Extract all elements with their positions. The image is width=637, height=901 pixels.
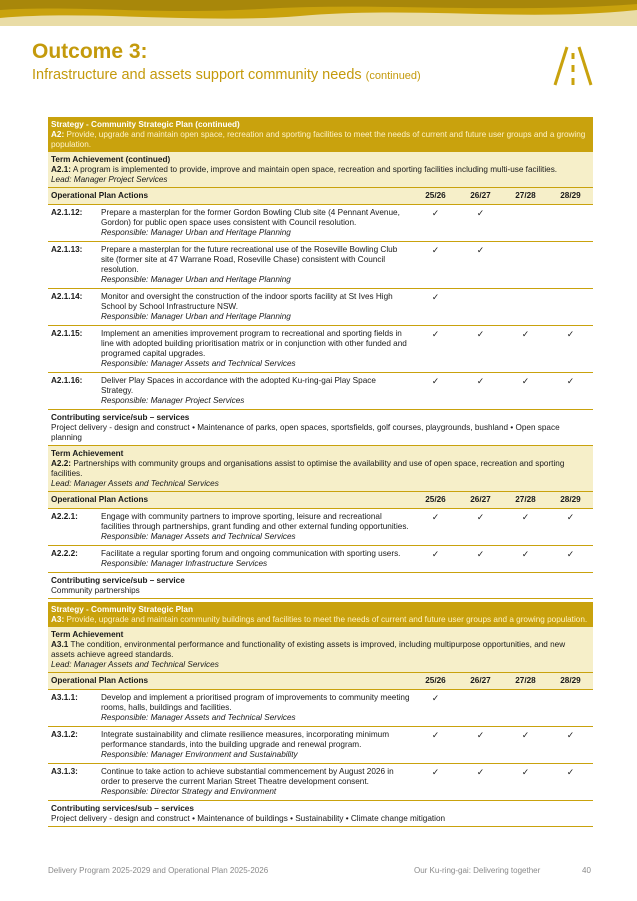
- tick-cell: ✓: [458, 546, 503, 573]
- tick-cell: ✓: [548, 326, 593, 373]
- action-code: A2.1.16:: [48, 373, 98, 410]
- ops-header: Operational Plan Actions: [48, 188, 413, 205]
- table-header-row: [48, 188, 593, 205]
- year-header: 25/26: [413, 188, 458, 205]
- year-header: 26/27: [458, 673, 503, 690]
- tick-cell: ✓: [548, 546, 593, 573]
- action-code: A2.1.12:: [48, 205, 98, 242]
- term-achievement: [48, 152, 593, 188]
- tick-cell: ✓: [548, 727, 593, 764]
- strategy-code: A2:: [51, 130, 65, 139]
- tick-cell: ✓: [413, 373, 458, 410]
- footer-left: Delivery Program 2025-2029 and Operational Plan 2025-2026: [48, 866, 269, 875]
- table-header-row: [48, 492, 593, 509]
- tick-cell: ✓: [548, 373, 593, 410]
- footer-right: Our Ku-ring-gai: Delivering together: [414, 866, 541, 875]
- strategy-a3-section: [48, 602, 593, 827]
- tick-cell: ✓: [503, 546, 548, 573]
- tick-cell: [503, 289, 548, 326]
- contributing-services: [48, 573, 593, 599]
- contributing-services: [48, 801, 593, 827]
- action-code: A2.1.14:: [48, 289, 98, 326]
- tick-cell: ✓: [413, 205, 458, 242]
- header-decoration: [0, 0, 637, 26]
- contributing-services: [48, 410, 593, 446]
- strategy-bar: [48, 602, 593, 627]
- year-header: 28/29: [548, 492, 593, 509]
- action-text: Prepare a masterplan for the former Gordon Bowling Club site (4 Pennant Avenue, Gordon) for public open space uses consistent with Council resolution.: [101, 208, 400, 227]
- term-title: Term Achievement: [51, 449, 124, 458]
- action-text: Implement an amenities improvement program to recreational and sporting fields in line with adopted building prioritisation matrix or in conjunction with other funded and programed capital upgrades.: [101, 329, 407, 358]
- ops-header: Operational Plan Actions: [48, 492, 413, 509]
- year-header: 27/28: [503, 188, 548, 205]
- table-row: [48, 690, 593, 727]
- action-responsible: Responsible: Manager Environment and Sustainability: [101, 750, 298, 759]
- action-code: A3.1.3:: [48, 764, 98, 801]
- tick-cell: ✓: [458, 764, 503, 801]
- tick-cell: ✓: [413, 509, 458, 546]
- table-row: [48, 764, 593, 801]
- page-number: 40: [582, 866, 591, 875]
- term-achievement: [48, 446, 593, 492]
- term-title: Term Achievement (continued): [51, 155, 171, 164]
- tick-cell: ✓: [413, 326, 458, 373]
- tick-cell: [503, 242, 548, 289]
- action-code: A2.2.1:: [48, 509, 98, 546]
- table-header-row: [48, 673, 593, 690]
- table-row: [48, 326, 593, 373]
- operational-actions-table: [48, 673, 593, 801]
- tick-cell: ✓: [458, 205, 503, 242]
- tick-cell: [503, 205, 548, 242]
- tick-cell: ✓: [413, 690, 458, 727]
- tick-cell: ✓: [413, 764, 458, 801]
- page-subtitle: [32, 66, 421, 85]
- year-header: 28/29: [548, 188, 593, 205]
- tick-cell: ✓: [503, 727, 548, 764]
- tick-cell: ✓: [458, 326, 503, 373]
- strategy-description: Provide, upgrade and maintain open space, recreation and sporting facilities to meet the needs of current and future user groups and a growing population.: [51, 130, 586, 149]
- term-achievement: [48, 627, 593, 673]
- action-code: A2.2.2:: [48, 546, 98, 573]
- tick-cell: ✓: [503, 326, 548, 373]
- year-header: 25/26: [413, 673, 458, 690]
- action-text: Continue to take action to achieve substantial commencement by August 2026 in order to preserve the current Marian Street Theatre development consent.: [101, 767, 394, 786]
- action-responsible: Responsible: Manager Urban and Heritage Planning: [101, 312, 291, 321]
- action-responsible: Responsible: Manager Infrastructure Services: [101, 559, 268, 568]
- table-row: [48, 546, 593, 573]
- tick-cell: ✓: [458, 509, 503, 546]
- tick-cell: ✓: [548, 764, 593, 801]
- road-logo-icon: [553, 45, 593, 87]
- year-header: 27/28: [503, 492, 548, 509]
- contrib-text: Community partnerships: [51, 586, 140, 595]
- term-code: A2.2:: [51, 459, 72, 468]
- tick-cell: ✓: [413, 727, 458, 764]
- table-row: [48, 727, 593, 764]
- term-lead: Lead: Manager Assets and Technical Services: [51, 479, 219, 488]
- contrib-title: Contributing services/sub – services: [51, 804, 194, 813]
- action-text: Deliver Play Spaces in accordance with the adopted Ku-ring-gai Play Space Strategy.: [101, 376, 376, 395]
- term-text: A program is implemented to provide, improve and maintain open space, recreation and sporting facilities including multi-use facilities.: [72, 165, 558, 174]
- tick-cell: [503, 690, 548, 727]
- tick-cell: [548, 242, 593, 289]
- action-code: A3.1.1:: [48, 690, 98, 727]
- action-text: Integrate sustainability and climate resilience measures, incorporating minimum performance standards, into the building upgrade and renewal program.: [101, 730, 390, 749]
- term-code: A3.1: [51, 640, 69, 649]
- strategy-code: A3:: [51, 615, 65, 624]
- year-header: 26/27: [458, 492, 503, 509]
- strategy-bar: [48, 117, 593, 152]
- strategy-description: Provide, upgrade and maintain community buildings and facilities to meet the needs of current and future user groups and a growing population.: [66, 615, 588, 624]
- tick-cell: ✓: [413, 242, 458, 289]
- action-responsible: Responsible: Director Strategy and Environment: [101, 787, 277, 796]
- tick-cell: ✓: [413, 546, 458, 573]
- action-text: Develop and implement a prioritised program of improvements to community meeting rooms, halls, buildings and facilities.: [101, 693, 410, 712]
- year-header: 27/28: [503, 673, 548, 690]
- action-text: Prepare a masterplan for the future recreational use of the Roseville Bowling Club site (former site at 47 Warrane Road, Roseville Chase) consistent with Council resolution.: [101, 245, 398, 274]
- contrib-text: Project delivery - design and construct • Maintenance of buildings • Sustainability • Climate change mitigation: [51, 814, 446, 823]
- contrib-text: Project delivery - design and construct • Maintenance of parks, open spaces, sportsfields, golf courses, playgrounds, bushland • Open space planning: [51, 423, 560, 442]
- term-lead: Lead: Manager Project Services: [51, 175, 168, 184]
- subtitle-text: Infrastructure and assets support community needs: [32, 67, 362, 83]
- tick-cell: ✓: [458, 373, 503, 410]
- action-responsible: Responsible: Manager Assets and Technical Services: [101, 713, 296, 722]
- tick-cell: [548, 289, 593, 326]
- action-responsible: Responsible: Manager Urban and Heritage Planning: [101, 275, 291, 284]
- action-text: Engage with community partners to improve sporting, leisure and recreational facilities through partnerships, grant funding and other external funding opportunities.: [101, 512, 409, 531]
- tick-cell: ✓: [503, 509, 548, 546]
- operational-actions-table: [48, 492, 593, 573]
- tick-cell: ✓: [458, 242, 503, 289]
- table-row: [48, 373, 593, 410]
- ops-header: Operational Plan Actions: [48, 673, 413, 690]
- contrib-title: Contributing service/sub – service: [51, 576, 185, 585]
- action-code: A3.1.2:: [48, 727, 98, 764]
- year-header: 25/26: [413, 492, 458, 509]
- action-responsible: Responsible: Manager Project Services: [101, 396, 245, 405]
- action-code: A2.1.13:: [48, 242, 98, 289]
- action-text: Facilitate a regular sporting forum and ongoing communication with sporting users.: [101, 549, 401, 558]
- table-row: [48, 289, 593, 326]
- term-code: A2.1:: [51, 165, 72, 174]
- action-responsible: Responsible: Manager Assets and Technical Services: [101, 359, 296, 368]
- term-title: Term Achievement: [51, 630, 124, 639]
- tick-cell: [548, 690, 593, 727]
- operational-actions-table: [48, 188, 593, 410]
- contrib-title: Contributing service/sub – services: [51, 413, 190, 422]
- table-row: [48, 242, 593, 289]
- strategy-title: Strategy - Community Strategic Plan (continued): [51, 120, 240, 129]
- action-text: Monitor and oversight the construction of the indoor sports facility at St Ives High School by School Infrastructure NSW.: [101, 292, 393, 311]
- action-responsible: Responsible: Manager Assets and Technical Services: [101, 532, 296, 541]
- year-header: 26/27: [458, 188, 503, 205]
- tick-cell: ✓: [548, 509, 593, 546]
- action-code: A2.1.15:: [48, 326, 98, 373]
- tick-cell: [548, 205, 593, 242]
- strategy-title: Strategy - Community Strategic Plan: [51, 605, 193, 614]
- page-title: Outcome 3:: [32, 40, 148, 63]
- term-lead: Lead: Manager Assets and Technical Services: [51, 660, 219, 669]
- term-text: Partnerships with community groups and organisations assist to optimise the availability and use of open space, recreation and sporting facilities.: [51, 459, 565, 478]
- year-header: 28/29: [548, 673, 593, 690]
- action-responsible: Responsible: Manager Urban and Heritage Planning: [101, 228, 291, 237]
- subtitle-suffix: (continued): [365, 70, 421, 82]
- tick-cell: [458, 690, 503, 727]
- term-text: The condition, environmental performance and functionality of existing assets is improved, including multipurpose opportunities, and new assets achieve agreed standards.: [51, 640, 566, 659]
- tick-cell: ✓: [503, 373, 548, 410]
- tick-cell: ✓: [503, 764, 548, 801]
- tick-cell: ✓: [413, 289, 458, 326]
- table-row: [48, 205, 593, 242]
- strategy-a2-section: [48, 117, 593, 599]
- table-row: [48, 509, 593, 546]
- tick-cell: [458, 289, 503, 326]
- tick-cell: ✓: [458, 727, 503, 764]
